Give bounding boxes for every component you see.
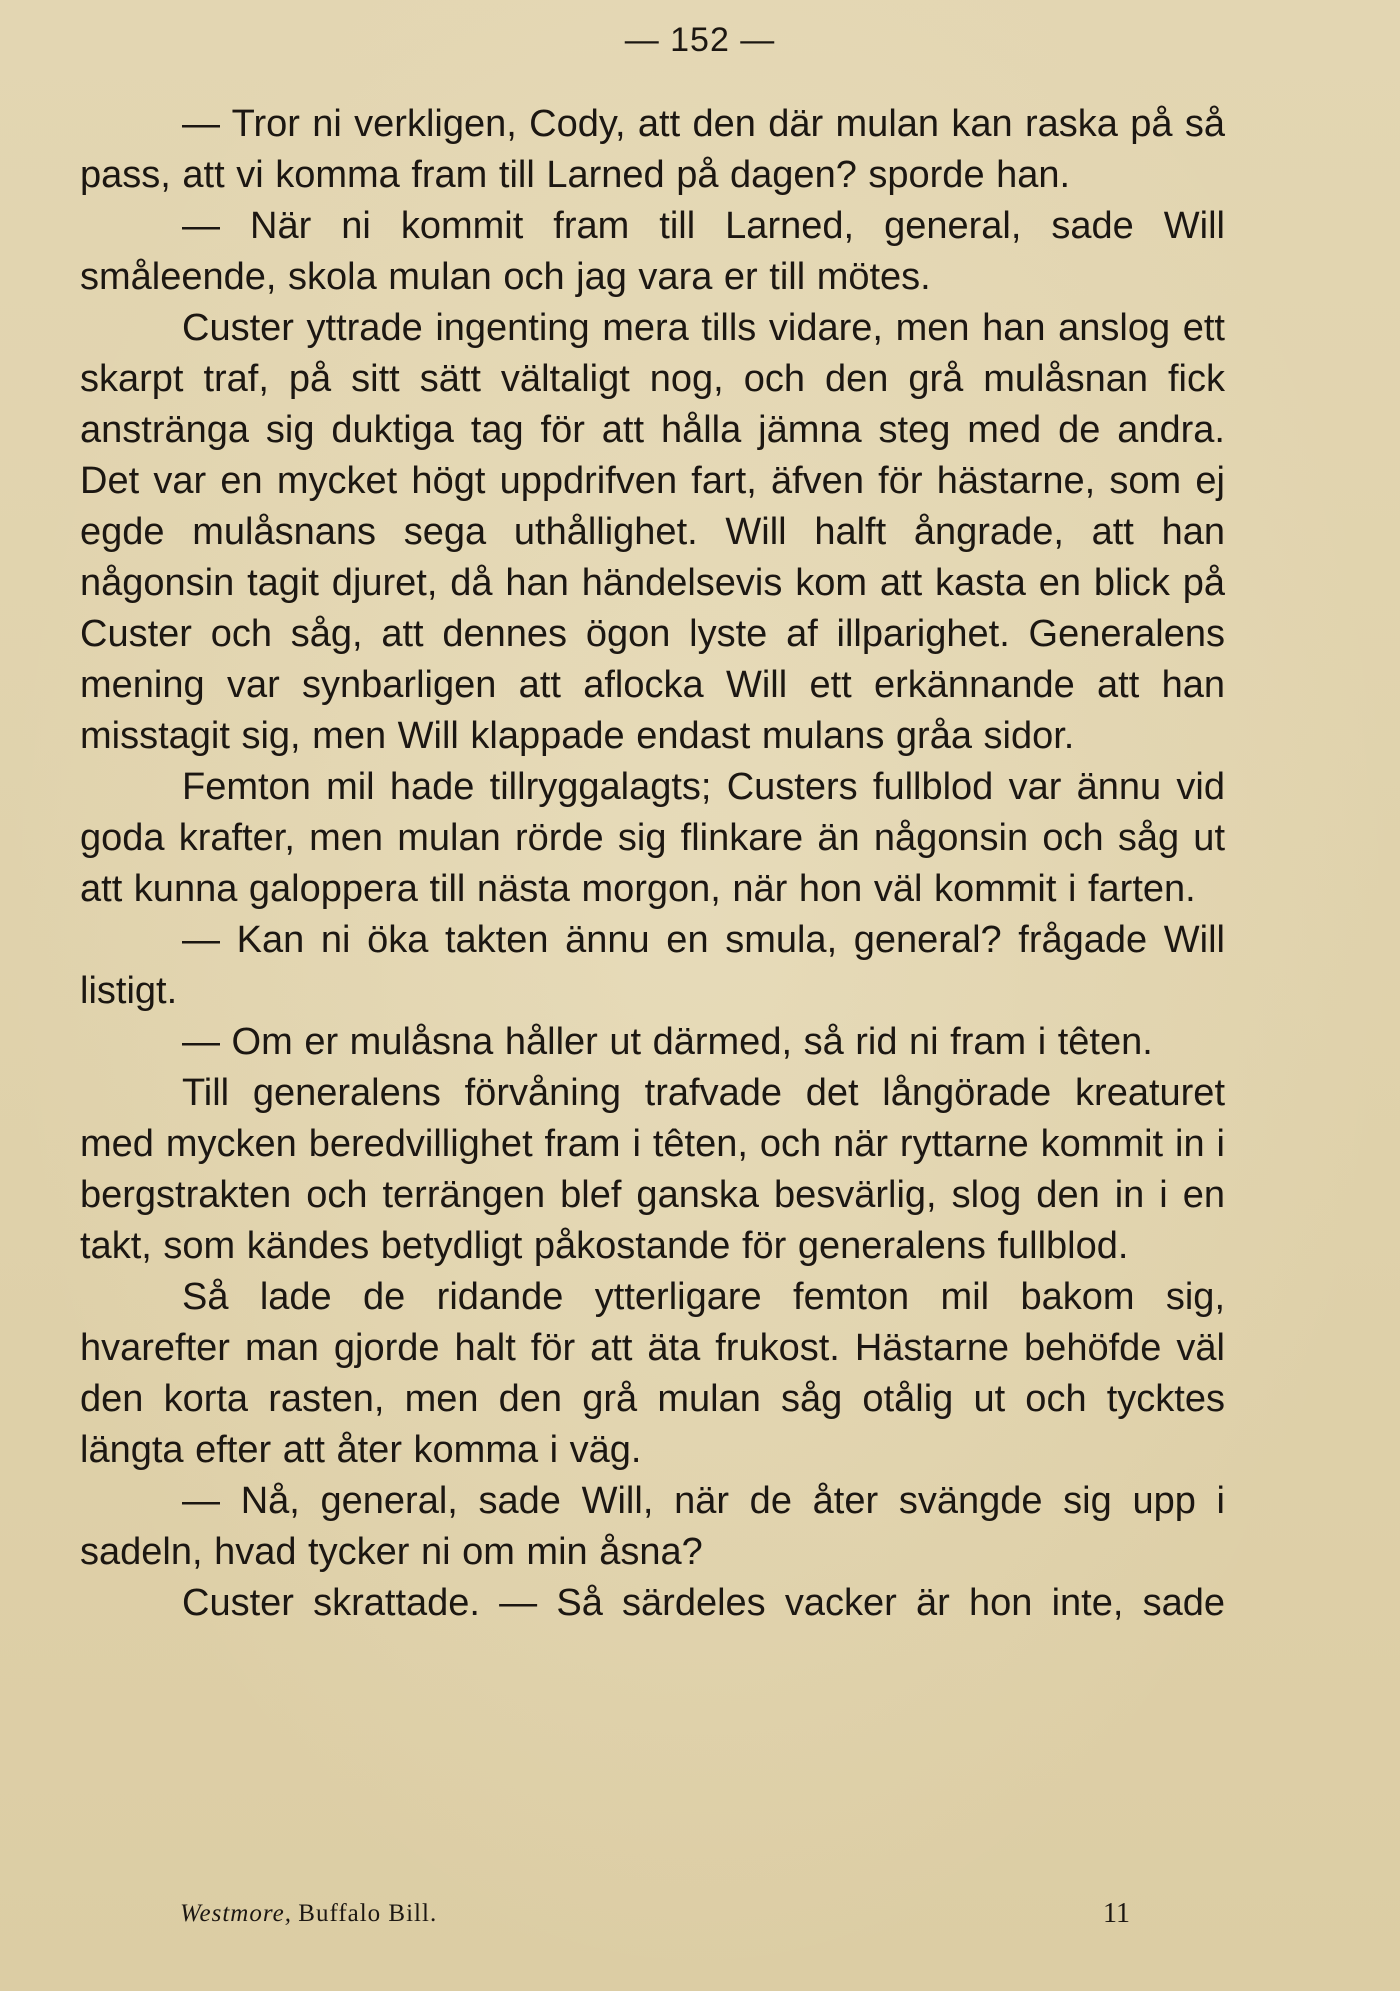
paragraph: — Om er mulåsna håller ut därmed, så rid ni fram i têten. — [182, 1021, 1153, 1063]
body-text — [80, 99, 1225, 1629]
paragraph: — När ni kommit fram till Larned, general, sade Will småleende, skola mulan och jag vara er till mötes. — [80, 205, 1225, 298]
page-footer — [180, 1894, 1130, 1934]
paragraph: — Nå, general, sade Will, när de åter svängde sig upp i sadeln, hvad tycker ni om min åsna? — [80, 1480, 1225, 1573]
page-number: — 152 — — [624, 21, 776, 59]
paragraph: — Kan ni öka takten ännu en smula, general? frågade Will listigt. — [80, 919, 1225, 1012]
paragraph: Custer skrattade. — Så särdeles vacker är hon inte, sade — [182, 1582, 1225, 1624]
paragraph: — Tror ni verkligen, Cody, att den där mulan kan raska på så pass, att vi komma fram till Larned på dagen? sporde han. — [80, 103, 1225, 196]
paragraph: Femton mil hade tillryggalagts; Custers fullblod var ännu vid goda krafter, men mulan rörde sig flinkare än någonsin och såg ut att kunna galoppera till nästa morgon, när hon väl kommit i farten. — [80, 766, 1225, 910]
footer-author: Westmore, — [180, 1900, 293, 1927]
footer-title: Buffalo Bill. — [298, 1900, 438, 1927]
paragraph: Så lade de ridande ytterligare femton mil bakom sig, hvarefter man gjorde halt för att äta frukost. Hästarne behöfde väl den korta rasten, men den grå mulan såg otålig ut och tycktes längta efter att åter komma i väg. — [80, 1276, 1225, 1471]
signature-number: 11 — [1103, 1898, 1130, 1929]
paragraph: Till generalens förvåning trafvade det långörade kreaturet med mycken beredvillighet fram i têten, och när ryttarne kommit in i bergstrakten och terrängen blef ganska besvärlig, slog den in i en takt, som kändes betydligt påkostande för generalens fullblod. — [80, 1072, 1225, 1267]
paragraph: Custer yttrade ingenting mera tills vidare, men han anslog ett skarpt traf, på sitt sätt vältaligt nog, och den grå mulåsnan fick anstränga sig duktiga tag för att hålla jämna steg med de andra. Det var en mycket högt uppdrifven fart, äfven för hästarne, som ej egde mulåsnans sega uthållighet. Will halft ångrade, att han någonsin tagit djuret, då han händelsevis kom att kasta en blick på Custer och såg, att dennes ögon lyste af illparighet. Generalens mening var synbarligen att aflocka Will ett erkännande att han misstagit sig, men Will klappade endast mulans gråa sidor. — [80, 307, 1225, 757]
